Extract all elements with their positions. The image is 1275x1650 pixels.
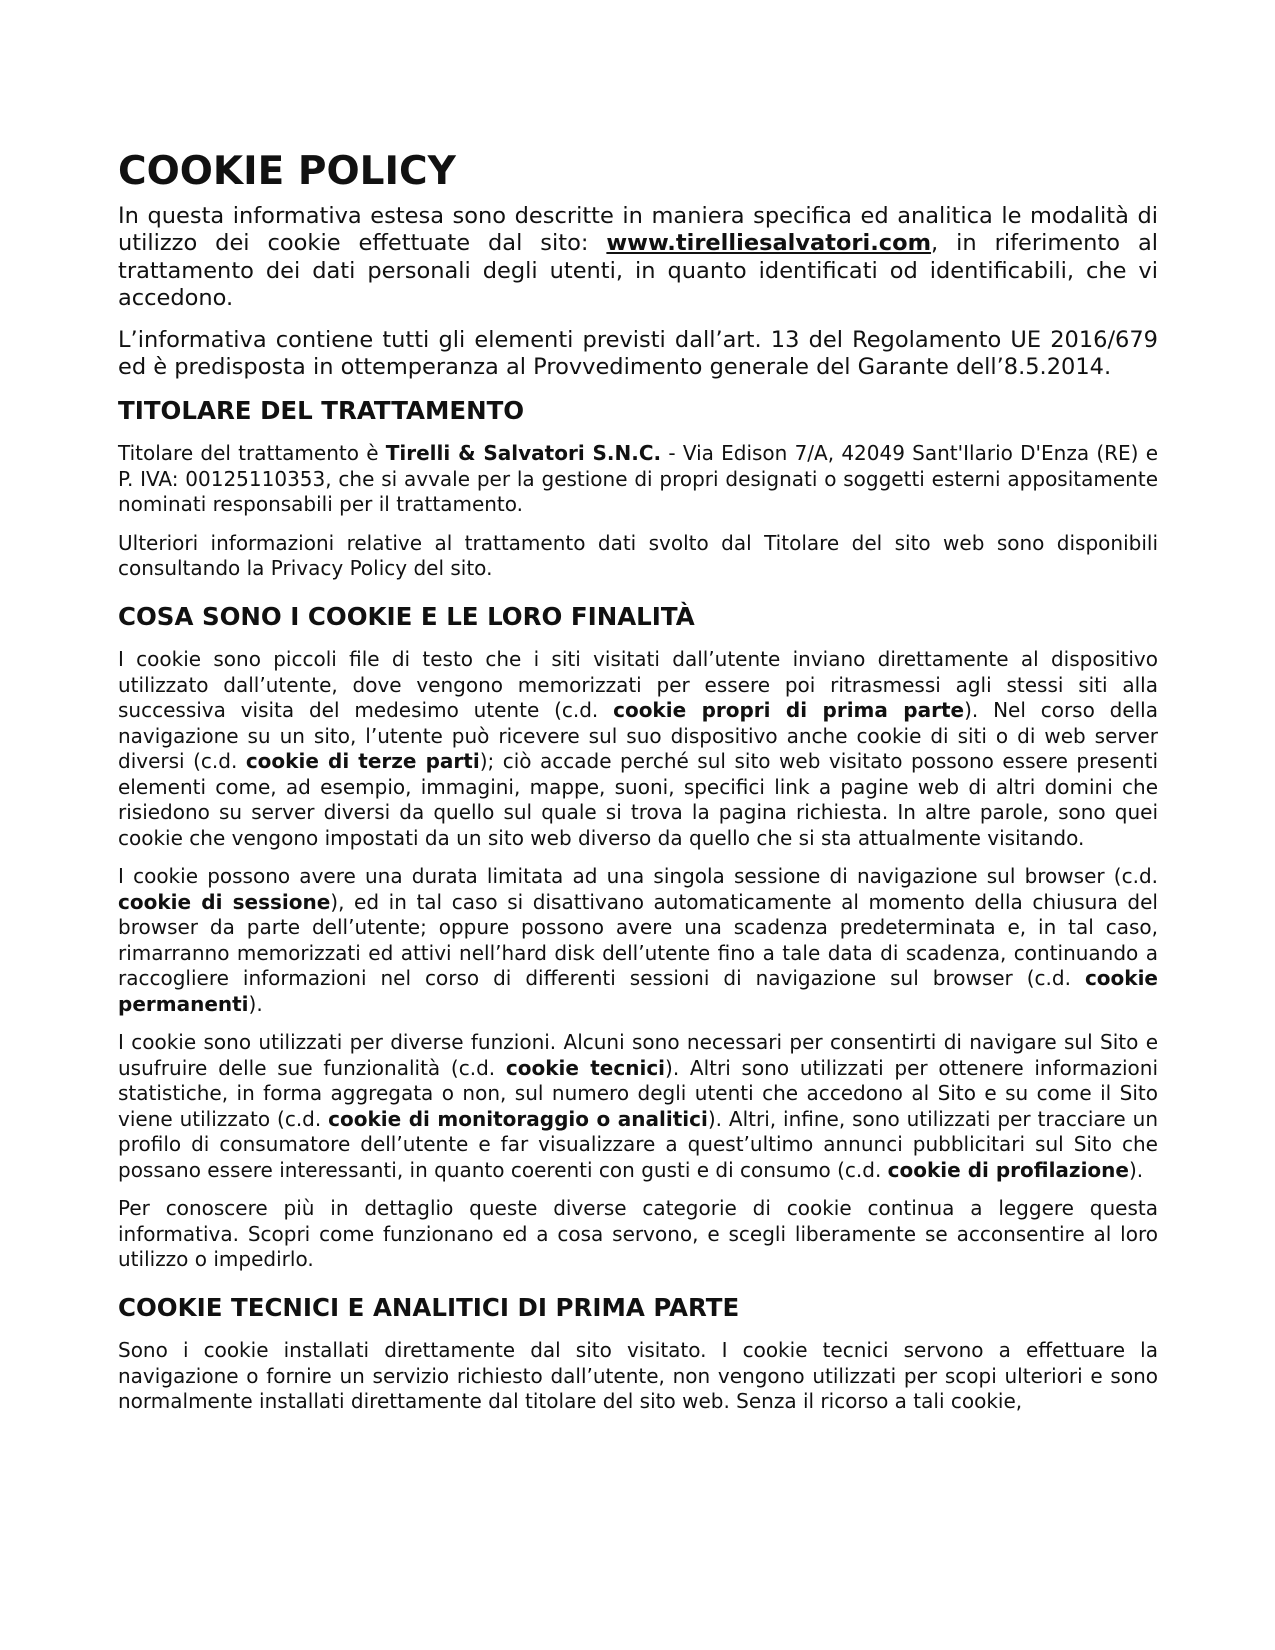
cosa-p3-text-e: ). xyxy=(1128,1157,1144,1182)
cosa-p1-text-c: ). Nel corso della navigazione su un sito, l’utente può ricevere sul suo dispositivo anche cookie di siti o di web server diversi (c.d. xyxy=(118,698,1158,774)
intro-text-a: In questa informativa estesa sono descritte in maniera specifica ed analitica le modalità di utilizzo dei cookie effettuate dal sito: xyxy=(118,202,1158,257)
section-heading-cosa-sono: COSA SONO I COOKIE E LE LORO FINALITÀ xyxy=(118,601,695,631)
cosa-p1-text-d: ); ciò accade perché sul sito web visitato possono essere presenti elementi come, ad esempio, immagini, mappe, suoni, specifici link a pagine web di altri domini che risiedono su server diversi da quello sul quale si trova la pagina richiesta. In altre parole, sono quei cookie che vengono impostati da un sito web diverso da quello che si sta attualmente visitando. xyxy=(118,749,1159,850)
cosa-p2-text-d: ). xyxy=(248,991,263,1016)
intro-text-b: , in riferimento al trattamento dei dati personali degli utenti, in quanto identificati od identificabili, che vi accedono. xyxy=(118,230,1158,312)
titolare-text-a: Titolare del trattamento è xyxy=(118,441,386,466)
term-profilazione: cookie di profilazione xyxy=(887,1157,1129,1182)
cosa-p3-text-a: I cookie sono utilizzati per diverse funzioni. Alcuni sono necessari per consentirti di navigare sul Sito e usufruire delle sue funzionalità (c.d. xyxy=(118,1030,1158,1080)
company-name: Tirelli & Salvatori S.N.C. xyxy=(385,441,662,466)
term-prima-parte: cookie propri di prima parte xyxy=(613,698,965,723)
document-page xyxy=(118,150,1158,1428)
cosa-paragraph-1 xyxy=(118,647,1158,851)
tecnici-paragraph-1: Sono i cookie installati direttamente dal sito visitato. I cookie tecnici servono a effettuare la navigazione o fornire un servizio richiesto dall’utente, non vengono utilizzati per scopi ulteriori e sono normalmente installati direttamente dal titolare del sito web. Senza il ricorso a tali cookie, xyxy=(118,1338,1158,1414)
titolare-paragraph-2: Ulteriori informazioni relative al trattamento dati svolto dal Titolare del sito web sono disponibili consultando la Privacy Policy del sito. xyxy=(118,530,1158,581)
page-title: COOKIE POLICY xyxy=(118,149,456,194)
term-analitici: cookie di monitoraggio o analitici xyxy=(328,1106,708,1131)
term-permanenti: cookie permanenti xyxy=(118,966,1158,1016)
titolare-text-b: - Via Edison 7/A, 42049 Sant'Ilario D'Enza (RE) e P. IVA: 00125110353, che si avvale per la gestione di propri designati o soggetti esterni appositamente nominati responsabili per il trattamento. xyxy=(118,441,1158,517)
cosa-paragraph-3 xyxy=(118,1030,1158,1183)
titolare-paragraph-1 xyxy=(118,441,1158,518)
cosa-p2-text-c: ), ed in tal caso si disattivano automaticamente al momento della chiusura del browser da parte dell’utente; oppure possono avere una scadenza predeterminata e, in tal caso, rimarranno memorizzati ed attivi nell’hard disk dell’utente fino a tale data di scadenza, continuando a raccogliere informazioni nel corso di differenti sessioni di navigazione sul browser (c.d. xyxy=(118,889,1158,991)
cosa-paragraph-4: Per conoscere più in dettaglio queste diverse categorie di cookie continua a leggere questa informativa. Scopri come funzionano ed a cosa servono, e scegli liberamente se acconsentire al loro utilizzo o impedirlo. xyxy=(118,1196,1158,1272)
cosa-p3-text-d: ). Altri, infine, sono utilizzati per tracciare un profilo di consumatore dell’utente e far visualizzare a quest’ultimo annunci pubblicitari sul Sito che possano essere interessanti, in quanto coerenti con gusti e di consumo (c.d. xyxy=(118,1106,1158,1182)
intro-paragraph-1 xyxy=(118,203,1158,313)
term-sessione: cookie di sessione xyxy=(118,889,331,914)
section-heading-titolare: TITOLARE DEL TRATTAMENTO xyxy=(118,395,525,425)
cosa-p1-text-a: I cookie sono piccoli file di testo che i siti visitati dall’utente inviano direttamente al dispositivo utilizzato dall’utente, dove vengono memorizzati per essere poi ritrasmessi agli stessi siti alla successiva visita del medesimo utente (c.d. xyxy=(118,647,1158,723)
cosa-p3-text-c: ). Altri sono utilizzati per ottenere informazioni statistiche, in forma aggregata o non, sul numero degli utenti che accedono al Sito e su come il Sito viene utilizzato (c.d. xyxy=(118,1055,1159,1131)
section-heading-tecnici: COOKIE TECNICI E ANALITICI DI PRIMA PARTE xyxy=(118,1292,740,1322)
website-link[interactable]: www.tirelliesalvatori.com xyxy=(606,230,932,257)
term-tecnici: cookie tecnici xyxy=(505,1055,666,1080)
cosa-p2-text-a: I cookie possono avere una durata limitata ad una singola sessione di navigazione sul browser (c.d. xyxy=(118,864,1158,889)
term-terze-parti: cookie di terze parti xyxy=(245,749,480,774)
intro-paragraph-2: L’informativa contiene tutti gli elementi previsti dall’art. 13 del Regolamento UE 2016/679 ed è predisposta in ottemperanza al Provvedimento generale del Garante dell’8.5.2014. xyxy=(118,326,1158,381)
cosa-paragraph-2 xyxy=(118,864,1158,1017)
